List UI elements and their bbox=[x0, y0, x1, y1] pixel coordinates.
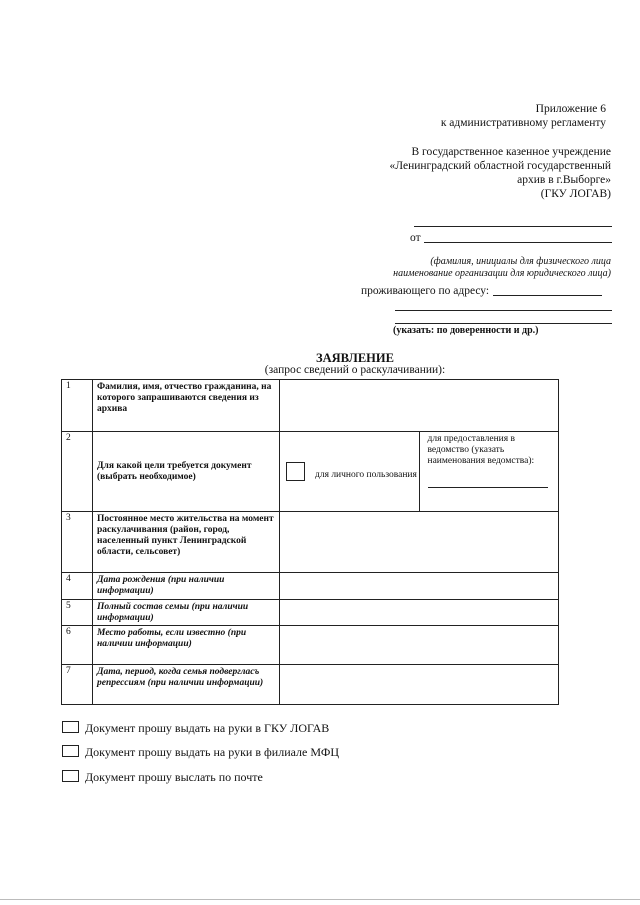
delivery-logav-checkbox[interactable] bbox=[62, 721, 79, 733]
addressee-line-1: В государственное казенное учреждение bbox=[411, 146, 611, 158]
table-row bbox=[62, 512, 559, 573]
row-number: 3 bbox=[62, 512, 93, 573]
agency-name-field[interactable] bbox=[428, 487, 548, 488]
row-number: 5 bbox=[62, 600, 93, 626]
table-row bbox=[62, 600, 559, 626]
appendix-line-1: Приложение 6 bbox=[535, 103, 606, 115]
delivery-mfc-checkbox[interactable] bbox=[62, 745, 79, 757]
row-label-family: Полный состав семьи (при наличии информации) bbox=[93, 600, 280, 626]
from-label: от bbox=[410, 232, 421, 244]
row-label-repression-date: Дата, период, когда семья подвергласъ репрессиям (при наличии информации) bbox=[93, 665, 280, 705]
table-row bbox=[62, 573, 559, 600]
address-label: проживающего по адресу: bbox=[361, 285, 490, 297]
form-title: ЗАЯВЛЕНИЕ bbox=[316, 351, 394, 365]
row-label-birth-date: Дата рождения (при наличии информации) bbox=[93, 573, 280, 600]
address-field-3[interactable] bbox=[395, 323, 612, 324]
address-field-1[interactable] bbox=[493, 295, 602, 296]
repression-date-value-cell[interactable] bbox=[280, 665, 559, 705]
table-row bbox=[62, 380, 559, 432]
hint-line-1: (фамилия, инициалы для физического лица bbox=[430, 256, 611, 267]
table-row bbox=[62, 626, 559, 665]
delivery-option-logav[interactable] bbox=[62, 721, 329, 735]
page-bottom-edge bbox=[0, 899, 640, 900]
row-number: 7 bbox=[62, 665, 93, 705]
addressee-line-2: «Ленинградский областной государственный bbox=[389, 160, 611, 172]
table-row bbox=[62, 432, 559, 512]
agency-option-label: для предоставления в ведомство (указать наименования ведомства): bbox=[427, 434, 535, 466]
delivery-logav-label: Документ прошу выдать на руки в ГКУ ЛОГАВ bbox=[85, 721, 330, 735]
hint-line-2: наименование организации для юридического лица) bbox=[393, 268, 611, 279]
row-label-residence: Постоянное место жительства на момент раскулачивания (район, город, населенный пункт Ленинградской области, сельсовет) bbox=[93, 512, 280, 573]
full-name-value-cell[interactable] bbox=[280, 380, 559, 432]
delivery-post-checkbox[interactable] bbox=[62, 770, 79, 782]
personal-use-checkbox[interactable] bbox=[286, 462, 305, 481]
family-value-cell[interactable] bbox=[280, 600, 559, 626]
row-label-full-name: Фамилия, имя, отчество гражданина, на которого запрашиваются сведения из архива bbox=[93, 380, 280, 432]
personal-use-label: для личного пользования bbox=[315, 470, 417, 480]
form-subtitle: (запрос сведений о раскулачивании): bbox=[264, 364, 446, 376]
address-field-2[interactable] bbox=[395, 310, 612, 311]
row-number: 1 bbox=[62, 380, 93, 432]
delivery-post-label: Документ прошу выслать по почте bbox=[85, 770, 263, 784]
row-label-purpose: Для какой цели требуется документ (выбрать необходимое) bbox=[93, 432, 280, 512]
table-row bbox=[62, 665, 559, 705]
addressee-line-4: (ГКУ ЛОГАВ) bbox=[540, 188, 611, 200]
purpose-personal-cell bbox=[280, 432, 420, 512]
row-number: 2 bbox=[62, 432, 93, 512]
residence-value-cell[interactable] bbox=[280, 512, 559, 573]
addressee-line-3: архив в г.Выборге» bbox=[517, 174, 611, 186]
applicant-name-field[interactable] bbox=[424, 242, 612, 243]
delivery-option-post[interactable] bbox=[62, 770, 263, 784]
proxy-note: (указать: по доверенности и др.) bbox=[393, 325, 539, 336]
row-label-workplace: Место работы, если известно (при наличии информации) bbox=[93, 626, 280, 665]
row-number: 6 bbox=[62, 626, 93, 665]
appendix-line-2: к административному регламенту bbox=[440, 117, 606, 129]
applicant-line-1[interactable] bbox=[414, 226, 612, 227]
workplace-value-cell[interactable] bbox=[280, 626, 559, 665]
delivery-option-mfc[interactable] bbox=[62, 745, 339, 759]
row-number: 4 bbox=[62, 573, 93, 600]
delivery-mfc-label: Документ прошу выдать на руки в филиале МФЦ bbox=[85, 745, 340, 759]
purpose-agency-cell bbox=[419, 432, 559, 512]
request-table bbox=[61, 379, 559, 705]
birth-date-value-cell[interactable] bbox=[280, 573, 559, 600]
